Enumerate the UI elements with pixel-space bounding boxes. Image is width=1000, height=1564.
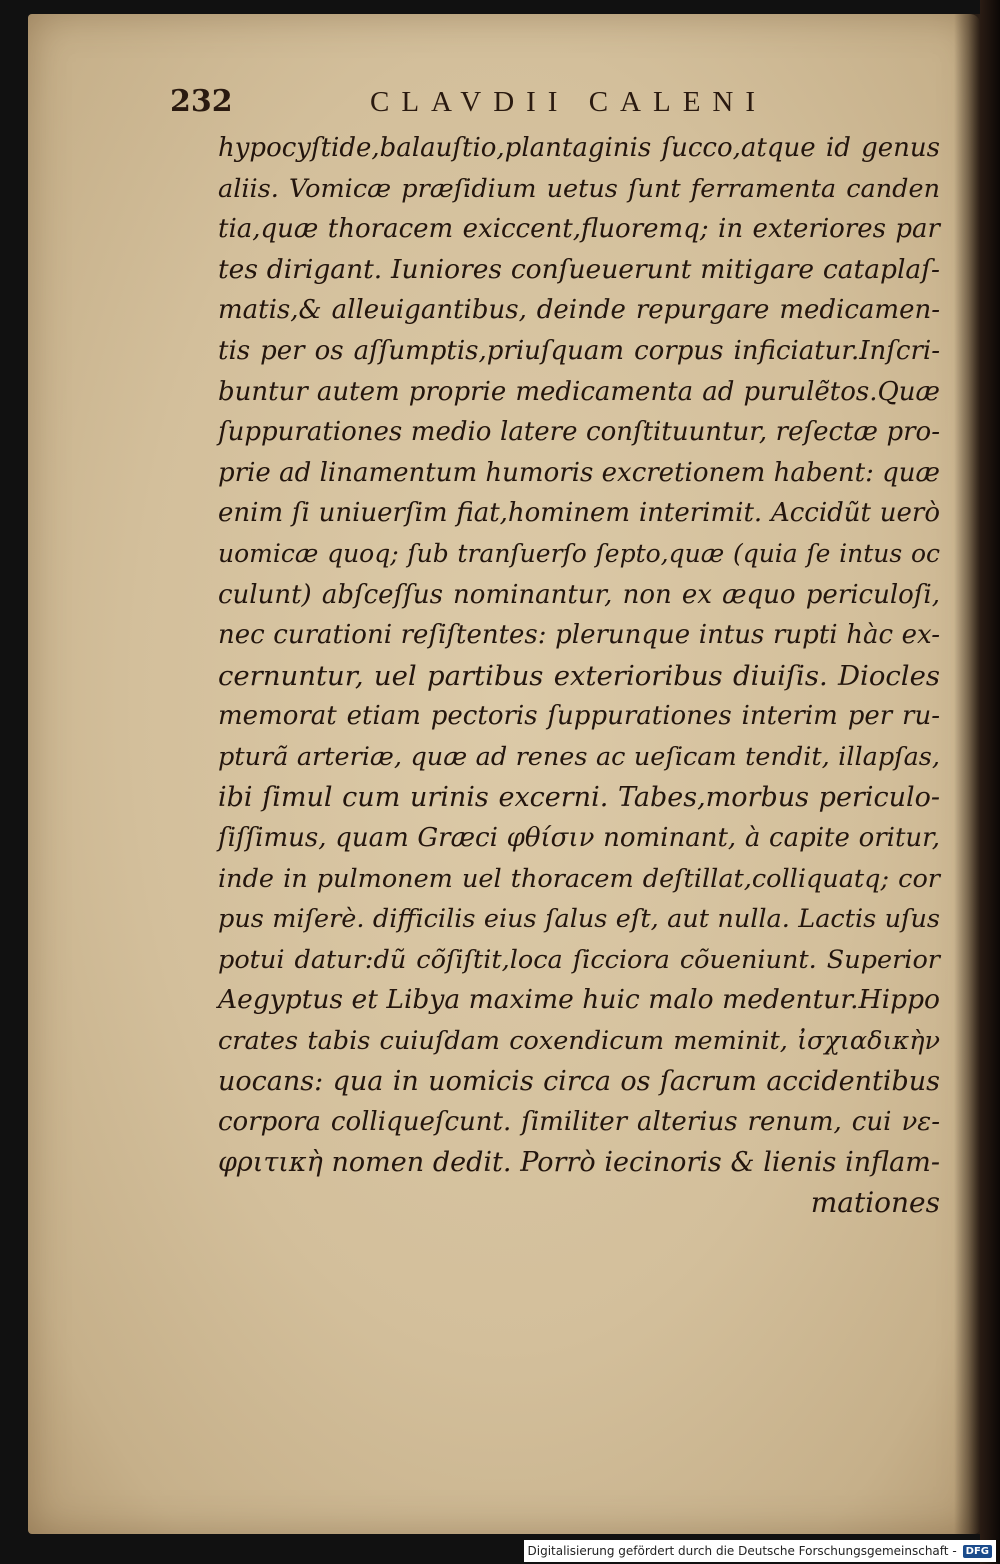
text-line: aliis. Vomicæ præſidium uetus ſunt ferramenta canden	[218, 173, 940, 204]
text-line: uomicæ quoq; ſub tranſuerſo ſepto,quæ (quia ſe intus oc	[218, 538, 940, 568]
text-line: buntur autem proprie medicamenta ad purulẽtos.Quæ	[218, 376, 940, 407]
text-line: pus miſerè. difficilis eius ſalus eſt, aut nulla. Lactis uſus	[218, 904, 940, 935]
text-line: uocans: qua in uomicis circa os ſacrum accidentibus	[218, 1065, 940, 1097]
text-line: memorat etiam pectoris ſuppurationes interim per ru-	[218, 701, 940, 732]
text-line: inde in pulmonem uel thoracem deſtillat,colliquatq; cor	[218, 863, 940, 894]
text-line: enim ſi uniuerſim fiat,hominem interimit. Accidũt uerò	[218, 498, 940, 529]
text-line: nec curationi reſiſtentes: plerunque intus rupti hàc ex-	[218, 620, 940, 651]
text-line: hypocyſtide,balauſtio,plantaginis ſucco,atque id genus	[218, 133, 940, 163]
text-line: corpora colliqueſcunt. ſimiliter alterius renum, cui νε-	[218, 1107, 940, 1138]
running-head: CLAVDII CALENI	[370, 86, 768, 118]
text-line: ſiſſimus, quam Græci φθίσιν nominant, à capite oritur,	[218, 823, 940, 854]
book-edge	[980, 0, 1000, 1564]
text-line: Aegyptus et Libya maxime huic malo medentur.Hippo	[218, 984, 940, 1016]
body-text	[218, 128, 940, 1224]
text-line: prie ad linamentum humoris excretionem habent: quæ	[218, 457, 940, 488]
dfg-logo: DFG	[963, 1545, 992, 1558]
page-gutter-shadow	[954, 14, 980, 1534]
text-line: crates tabis cuiuſdam coxendicum meminit, ἰσχιαδικὴν	[218, 1026, 940, 1057]
text-line: tes dirigant. Iuniores conſueuerunt mitigare cataplaſ-	[218, 253, 940, 285]
page-number: 232	[170, 84, 233, 119]
text-line: matis,& alleuigantibus, deinde repurgare medicamen-	[218, 295, 940, 326]
text-line: pturã arteriæ, quæ ad renes ac ueſicam tendit, illapſas,	[218, 741, 940, 772]
page-header	[170, 84, 960, 124]
footer-credit-text: Digitalisierung gefördert durch die Deutsche Forschungsgemeinschaft -	[527, 1544, 957, 1558]
text-line: ſuppurationes medio latere conſtituuntur, reſectæ pro-	[218, 417, 940, 448]
text-line: φριτικὴ nomen dedit. Porrò iecinoris & lienis inflam-	[218, 1146, 940, 1178]
catchword-line: mationes	[810, 1186, 940, 1220]
text-line: culunt) abſceſſus nominantur, non ex æquo periculoſi,	[218, 579, 940, 610]
digitization-footer	[524, 1540, 997, 1562]
text-line: tia,quæ thoracem exiccent,fluoremq; in exteriores par	[218, 214, 940, 245]
text-line: potui datur:dũ cõſiſtit,loca ſicciora cõueniunt. Superior	[218, 944, 940, 975]
text-line: cernuntur, uel partibus exterioribus diuiſis. Diocles	[218, 659, 940, 692]
text-line: tis per os aſſumptis,priuſquam corpus inficiatur.Inſcri-	[218, 335, 940, 366]
text-line: ibi ſimul cum urinis excerni. Tabes,morbus periculo-	[218, 781, 940, 813]
